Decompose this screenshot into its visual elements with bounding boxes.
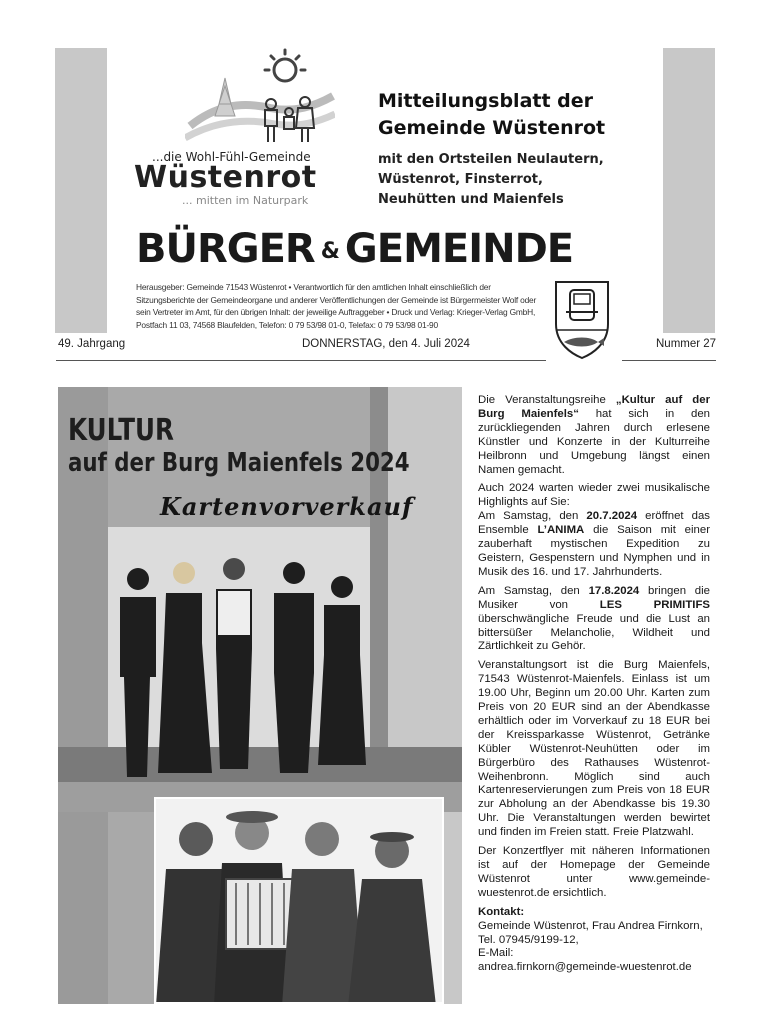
masthead-word-1: BÜRGER [136,226,315,272]
logo-name: Wüstenrot [134,160,317,195]
contact-email-label: E-Mail: [478,947,514,960]
event-1-date: 20.7.2024 [586,510,638,523]
sub-line-1: mit den Ortsteilen Neulautern, [378,152,604,167]
sun-family-logo-icon [185,46,335,151]
article-venue: Veranstaltungsort ist die Burg Maienfels, 71543 Wüstenrot-Maienfels. Einlass ist um 19.00 Uhr, Beginn um 20.00 Uhr. Karten zum Preis von 20 EUR sind an der Abendkasse erhältlich oder im Vorverkauf zu 18 EUR bei der Kreissparkasse Wüstenrot, Getränke Kübler Wüstenrot-Neuhütten oder im Bürgerbüro des Rathauses Wüstenrot-Weihenbronn. Möglich sind auch Kartenreservierungen zum Preis von 18 EUR zur Abholung an der Abendkasse bis 19.30 Uhr. Die Veranstaltungen werden bewirtet und finden im Freien statt. Freie Platzwahl. [478,659,710,839]
issue-number: Nummer 27 [656,338,717,350]
masthead-ampersand: & [320,238,339,264]
article-body [478,394,710,975]
event-1-ensemble: L’ANIMA [537,524,585,537]
poster-title [68,415,410,479]
band-photo-illustration [156,799,444,1004]
event-1-text-c: die Saison mit einer zauberhaft mystischen Expedition zu Geistern, Gespenstern und Nymphen und in Musik des 16. und 17. Jahrhunderts. [478,524,710,578]
right-gray-bar [663,48,715,333]
sub-line-3: Neuhütten und Maienfels [378,192,564,207]
intro-text-start: Die Veranstaltungsreihe [478,394,616,406]
band-inset-photo [154,797,444,1004]
event-2-text-a: Am Samstag, den [478,584,589,597]
municipality-logo [130,46,345,216]
volume-label: 49. Jahrgang [58,338,126,350]
intro-text-end: hat sich in den zurückliegenden Jahren durch erlesene Künstler und Konzerte in der Kulturreihe Heilbronn und Umgebung längst einen Namen gemacht. [478,407,710,476]
poster-title-line-2: auf der Burg Maienfels 2024 [68,448,410,478]
article-contact [478,906,710,976]
event-1-text-b: eröffnet das Ensemble [478,510,711,537]
series-name: „Kultur auf der Burg Maienfels“ [478,394,711,420]
title-line-2: Gemeinde Wüstenrot [378,117,606,139]
article-event-1 [478,510,710,580]
article-highlights: Auch 2024 warten wieder zwei musikalische Highlights auf Sie: [478,482,710,509]
poster-subtitle: Kartenvorverkauf [160,492,414,521]
event-2-text-b: bringen die Musiker von [478,584,711,611]
logo-tagline: ...die Wohl-Fühl-Gemeinde [152,150,311,164]
masthead [136,226,573,272]
newsletter-title [378,88,658,142]
logo-subtitle: ... mitten im Naturpark [182,194,309,207]
title-line-1: Mitteilungsblatt der [378,90,594,112]
publisher-info: Herausgeber: Gemeinde 71543 Wüstenrot • Verantwortlich für den amtlichen Inhalt einschließlich der Sitzungsberichte der Gemeindeorgane und anderer Veröffentlichungen der Gemeinde ist Bürgermeister Wolf oder sein Vertreter im Amt, für den übrigen Inhalt: der jeweilige Auftraggeber • Druck und Verlag: Krieger-Verlag GmbH, Postfach 11 03, 74568 Blaufelden, Telefon: 0 79 53/98 01-0, Telefax: 0 79 53/98 01-90 [136,282,537,330]
meta-divider [56,360,546,361]
poster-title-line-1: KULTUR [68,413,174,448]
issue-date: DONNERSTAG, den 4. Juli 2024 [302,338,470,350]
event-1-text-a: Am Samstag, den [478,510,587,523]
event-poster-photo [58,387,462,1004]
contact-name: Gemeinde Wüstenrot, Frau Andrea Firnkorn, [478,919,703,932]
contact-email[interactable]: andrea.firnkorn@gemeinde-wuestenrot.de [478,961,692,974]
sub-line-2: Wüstenrot, Finsterrot, [378,172,543,187]
event-2-text-c: überschwängliche Freude und die Lust an bittersüßer Melancholie, Wildheit und Zärtlichkeit zu Gehör. [478,612,710,653]
contact-phone: Tel. 07945/9199-12, [478,933,579,946]
districts-subtitle [378,150,658,210]
article-intro [478,394,710,477]
article-flyer: Der Konzertflyer mit näheren Informationen ist auf der Homepage der Gemeinde Wüstenrot unter www.gemeinde-wuestenrot.de ersichtlich. [478,845,710,899]
article-event-2 [478,585,710,655]
coat-of-arms-icon [552,278,612,360]
masthead-word-2: GEMEINDE [344,226,574,272]
event-2-date: 17.8.2024 [588,584,640,597]
meta-divider-right [622,360,716,361]
contact-heading: Kontakt: [478,905,525,918]
event-2-band: LES PRIMITIFS [599,598,710,611]
left-gray-bar [55,48,107,333]
